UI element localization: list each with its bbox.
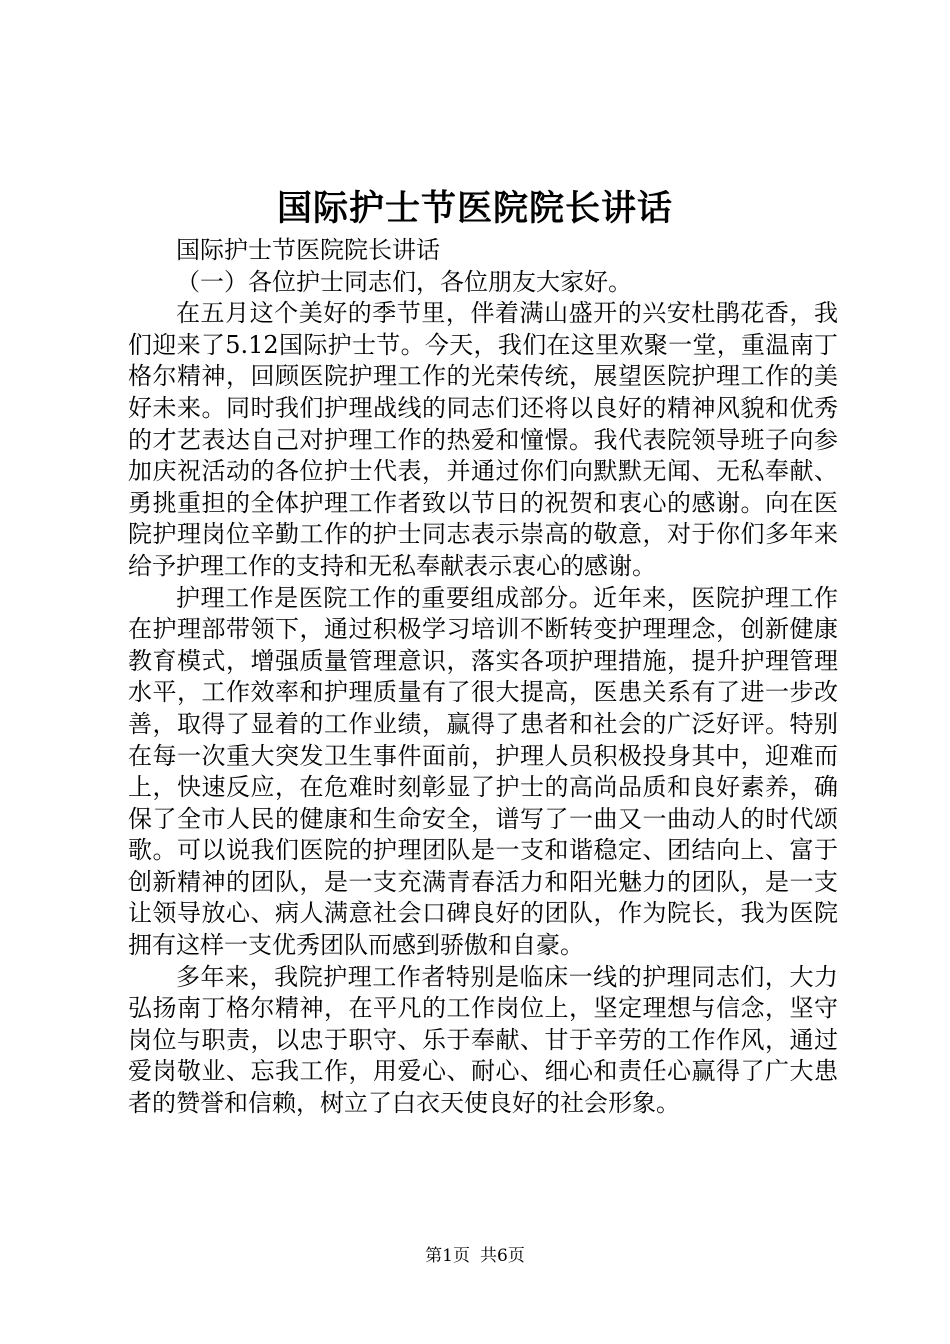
- paragraph-achievements: 护理工作是医院工作的重要组成部分。近年来，医院护理工作在护理部带领下，通过积极学习培训不断转变护理理念，创新健康教育模式，增强质量管理意识，落实各项护理措施，提升护理管理水平，工作效率和护理质量有了很大提高，医患关系有了进一步改善，取得了显着的工作业绩，赢得了患者和社会的广泛好评。特别在每一次重大突发卫生事件面前，护理人员积极投身其中，迎难而上，快速反应，在危难时刻彰显了护士的高尚品质和良好素养，确保了全市人民的健康和生命安全，谱写了一曲又一曲动人的时代颂歌。可以说我们医院的护理团队是一支和谐稳定、团结向上、富于创新精神的团队，是一支充满青春活力和阳光魅力的团队，是一支让领导放心、病人满意社会口碑良好的团队，作为院长，我为医院拥有这样一支优秀团队而感到骄傲和自豪。: [128, 583, 838, 960]
- paragraph-spirit: 多年来，我院护理工作者特别是临床一线的护理同志们，大力弘扬南丁格尔精神，在平凡的工作岗位上，坚定理想与信念，坚守岗位与职责，以忠于职守、乐于奉献、甘于辛劳的工作作风，通过爱岗敬业、忘我工作，用爱心、耐心、细心和责任心赢得了广大患者的赞誉和信赖，树立了白衣天使良好的社会形象。: [128, 962, 838, 1118]
- paragraph-opening: 在五月这个美好的季节里，伴着满山盛开的兴安杜鹃花香，我们迎来了5.12国际护士节。今天，我们在这里欢聚一堂，重温南丁格尔精神，回顾医院护理工作的光荣传统，展望医院护理工作的美好未来。同时我们护理战线的同志们还将以良好的精神风貌和优秀的才艺表达自己对护理工作的热爱和憧憬。我代表院领导班子向参加庆祝活动的各位护士代表，并通过你们向默默无闻、无私奉献、勇挑重担的全体护理工作者致以节日的祝贺和衷心的感谢。向在医院护理岗位辛勤工作的护士同志表示崇高的敬意，对于你们多年来给予护理工作的支持和无私奉献表示衷心的感谢。: [128, 299, 838, 580]
- page-footer: [0, 1244, 950, 1268]
- page-number: 第1页: [425, 1246, 470, 1266]
- paragraph-subtitle: 国际护士节医院院长讲话: [176, 236, 440, 264]
- document-body: [128, 235, 838, 1120]
- paragraph-greeting: （一）各位护士同志们，各位朋友大家好。: [176, 267, 632, 296]
- page-total: 共6页: [480, 1246, 525, 1266]
- document-title: 国际护士节医院院长讲话: [276, 188, 673, 229]
